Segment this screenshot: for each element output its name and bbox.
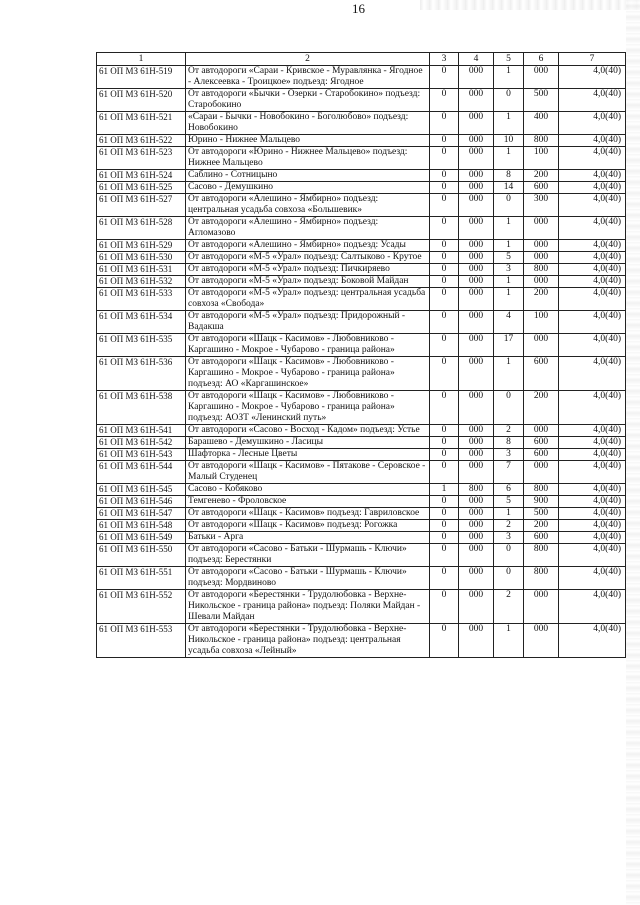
col7-cell: 4,0(40) — [559, 311, 626, 334]
col4-cell: 000 — [459, 425, 494, 437]
col7-cell: 4,0(40) — [559, 276, 626, 288]
col6-cell: 300 — [524, 194, 559, 217]
col7-cell: 4,0(40) — [559, 135, 626, 147]
col5-cell: 8 — [494, 437, 524, 449]
col3-cell: 0 — [430, 112, 459, 135]
col4-cell: 000 — [459, 544, 494, 567]
road-name-cell: От автодороги «Алешино - Ямбирно» подъезд: центральная усадьба совхоза «Большевик» — [186, 194, 430, 217]
table-row — [97, 508, 626, 520]
col5-cell: 17 — [494, 334, 524, 357]
col4-cell: 000 — [459, 391, 494, 425]
road-code-cell: 61 ОП МЗ 61Н-553 — [97, 624, 186, 658]
header-cell-1: 1 — [97, 53, 186, 66]
col3-cell: 0 — [430, 276, 459, 288]
col6-cell: 000 — [524, 66, 559, 89]
col3-cell: 0 — [430, 461, 459, 484]
col7-cell: 4,0(40) — [559, 508, 626, 520]
road-code-cell: 61 ОП МЗ 61Н-528 — [97, 217, 186, 240]
road-name-cell: От автодороги «Шацк - Касимов» - Любовниково - Каргашино - Мокрое - Чубарово - граница района» — [186, 334, 430, 357]
road-code-cell: 61 ОП МЗ 61Н-522 — [97, 135, 186, 147]
col4-cell: 000 — [459, 194, 494, 217]
col7-cell: 4,0(40) — [559, 194, 626, 217]
road-code-cell: 61 ОП МЗ 61Н-533 — [97, 288, 186, 311]
col7-cell: 4,0(40) — [559, 520, 626, 532]
table-row — [97, 194, 626, 217]
col3-cell: 0 — [430, 147, 459, 170]
road-code-cell: 61 ОП МЗ 61Н-529 — [97, 240, 186, 252]
col4-cell: 000 — [459, 217, 494, 240]
col4-cell: 000 — [459, 508, 494, 520]
road-name-cell: Шафторка - Лесные Цветы — [186, 449, 430, 461]
road-name-cell: Темгенево - Фроловское — [186, 496, 430, 508]
table-row — [97, 217, 626, 240]
col4-cell: 000 — [459, 590, 494, 624]
road-code-cell: 61 ОП МЗ 61Н-551 — [97, 567, 186, 590]
col5-cell: 1 — [494, 217, 524, 240]
table-row — [97, 567, 626, 590]
col5-cell: 0 — [494, 391, 524, 425]
col6-cell: 000 — [524, 425, 559, 437]
table-row — [97, 264, 626, 276]
road-name-cell: От автодороги «Алешино - Ямбирно» подъезд: Усады — [186, 240, 430, 252]
col3-cell: 0 — [430, 288, 459, 311]
col5-cell: 1 — [494, 66, 524, 89]
col7-cell: 4,0(40) — [559, 170, 626, 182]
road-name-cell: От автодороги «Сасово - Батьки - Шурмашь - Ключи» подъезд: Мордвиново — [186, 567, 430, 590]
col5-cell: 10 — [494, 135, 524, 147]
table-row — [97, 496, 626, 508]
col6-cell: 000 — [524, 461, 559, 484]
col3-cell: 0 — [430, 240, 459, 252]
col7-cell: 4,0(40) — [559, 182, 626, 194]
col6-cell: 200 — [524, 391, 559, 425]
col4-cell: 000 — [459, 496, 494, 508]
col5-cell: 2 — [494, 425, 524, 437]
col5-cell: 0 — [494, 194, 524, 217]
col7-cell: 4,0(40) — [559, 264, 626, 276]
col5-cell: 14 — [494, 182, 524, 194]
road-code-cell: 61 ОП МЗ 61Н-534 — [97, 311, 186, 334]
col5-cell: 2 — [494, 520, 524, 532]
col6-cell: 800 — [524, 135, 559, 147]
scan-edge-top — [420, 0, 640, 10]
table-row — [97, 170, 626, 182]
col4-cell: 000 — [459, 357, 494, 391]
road-name-cell: От автодороги «Шацк - Касимов» - Любовниково - Каргашино - Мокрое - Чубарово - граница района» подъезд: АО «Каргашинское» — [186, 357, 430, 391]
table-row — [97, 484, 626, 496]
col5-cell: 0 — [494, 567, 524, 590]
col6-cell: 600 — [524, 449, 559, 461]
table-row — [97, 461, 626, 484]
roads-table — [96, 52, 626, 658]
col7-cell: 4,0(40) — [559, 461, 626, 484]
table-row — [97, 334, 626, 357]
col4-cell: 000 — [459, 66, 494, 89]
table-row — [97, 449, 626, 461]
col3-cell: 0 — [430, 624, 459, 658]
col3-cell: 0 — [430, 217, 459, 240]
scan-edge-right — [626, 0, 640, 905]
col5-cell: 0 — [494, 89, 524, 112]
col6-cell: 000 — [524, 217, 559, 240]
road-name-cell: От автодороги «Шацк - Касимов» подъезд: Рогожка — [186, 520, 430, 532]
header-cell-5: 5 — [494, 53, 524, 66]
col5-cell: 4 — [494, 311, 524, 334]
col5-cell: 1 — [494, 147, 524, 170]
road-name-cell: Батьки - Арга — [186, 532, 430, 544]
col6-cell: 900 — [524, 496, 559, 508]
col4-cell: 000 — [459, 624, 494, 658]
road-name-cell: «Сараи - Бычки - Новобокино - Боголюбово» подъезд: Новобокино — [186, 112, 430, 135]
road-name-cell: От автодороги «Бычки - Озерки - Старобокино» подъезд: Старобокино — [186, 89, 430, 112]
col7-cell: 4,0(40) — [559, 357, 626, 391]
road-name-cell: От автодороги «Алешино - Ямбирно» подъезд: Агломазово — [186, 217, 430, 240]
col6-cell: 200 — [524, 170, 559, 182]
col6-cell: 800 — [524, 264, 559, 276]
road-name-cell: От автодороги «М-5 «Урал» подъезд: Пичкиряево — [186, 264, 430, 276]
road-name-cell: От автодороги «Сасово - Восход - Кадом» подъезд: Устье — [186, 425, 430, 437]
road-name-cell: От автодороги «Сасово - Батьки - Шурмашь - Ключи» подъезд: Берестянки — [186, 544, 430, 567]
col4-cell: 000 — [459, 264, 494, 276]
col3-cell: 0 — [430, 391, 459, 425]
col6-cell: 600 — [524, 437, 559, 449]
col5-cell: 6 — [494, 484, 524, 496]
col6-cell: 800 — [524, 544, 559, 567]
col3-cell: 0 — [430, 252, 459, 264]
road-code-cell: 61 ОП МЗ 61Н-549 — [97, 532, 186, 544]
col5-cell: 1 — [494, 357, 524, 391]
col6-cell: 500 — [524, 508, 559, 520]
col7-cell: 4,0(40) — [559, 240, 626, 252]
col4-cell: 000 — [459, 520, 494, 532]
col5-cell: 1 — [494, 112, 524, 135]
table-row — [97, 520, 626, 532]
col6-cell: 000 — [524, 240, 559, 252]
table-row — [97, 311, 626, 334]
col3-cell: 0 — [430, 357, 459, 391]
road-code-cell: 61 ОП МЗ 61Н-538 — [97, 391, 186, 425]
table-row — [97, 135, 626, 147]
col6-cell: 000 — [524, 624, 559, 658]
col7-cell: 4,0(40) — [559, 391, 626, 425]
col6-cell: 000 — [524, 276, 559, 288]
col7-cell: 4,0(40) — [559, 484, 626, 496]
col5-cell: 5 — [494, 252, 524, 264]
col3-cell: 0 — [430, 334, 459, 357]
road-code-cell: 61 ОП МЗ 61Н-545 — [97, 484, 186, 496]
col5-cell: 1 — [494, 624, 524, 658]
road-name-cell: От автодороги «Шацк - Касимов» - Любовниково - Каргашино - Мокрое - Чубарово - граница района» подъезд: АОЗТ «Ленинский путь» — [186, 391, 430, 425]
table-row — [97, 240, 626, 252]
col4-cell: 000 — [459, 567, 494, 590]
table-row — [97, 544, 626, 567]
col7-cell: 4,0(40) — [559, 147, 626, 170]
table-row — [97, 276, 626, 288]
col7-cell: 4,0(40) — [559, 544, 626, 567]
road-name-cell: От автодороги «Берестянки - Трудолюбовка - Верхне-Никольское - граница района» подъезд: Поляки Майдан - Шевали Майдан — [186, 590, 430, 624]
road-code-cell: 61 ОП МЗ 61Н-542 — [97, 437, 186, 449]
col3-cell: 0 — [430, 544, 459, 567]
road-name-cell: От автодороги «Сараи - Кривское - Муравлянка - Ягодное - Алексеевка - Троицкое» подъезд: Ягодное — [186, 66, 430, 89]
col7-cell: 4,0(40) — [559, 252, 626, 264]
col5-cell: 1 — [494, 276, 524, 288]
table-row — [97, 391, 626, 425]
col6-cell: 200 — [524, 288, 559, 311]
road-code-cell: 61 ОП МЗ 61Н-527 — [97, 194, 186, 217]
header-cell-3: 3 — [430, 53, 459, 66]
col3-cell: 0 — [430, 311, 459, 334]
col4-cell: 800 — [459, 484, 494, 496]
road-name-cell: Сасово - Демушкино — [186, 182, 430, 194]
table-row — [97, 182, 626, 194]
road-code-cell: 61 ОП МЗ 61Н-520 — [97, 89, 186, 112]
col6-cell: 600 — [524, 532, 559, 544]
col7-cell: 4,0(40) — [559, 112, 626, 135]
road-code-cell: 61 ОП МЗ 61Н-536 — [97, 357, 186, 391]
road-code-cell: 61 ОП МЗ 61Н-523 — [97, 147, 186, 170]
col3-cell: 0 — [430, 590, 459, 624]
col3-cell: 0 — [430, 425, 459, 437]
road-name-cell: Барашево - Демушкино - Ласицы — [186, 437, 430, 449]
road-code-cell: 61 ОП МЗ 61Н-519 — [97, 66, 186, 89]
col3-cell: 0 — [430, 135, 459, 147]
road-code-cell: 61 ОП МЗ 61Н-530 — [97, 252, 186, 264]
col4-cell: 000 — [459, 288, 494, 311]
col6-cell: 100 — [524, 311, 559, 334]
col5-cell: 0 — [494, 544, 524, 567]
col5-cell: 5 — [494, 496, 524, 508]
col5-cell: 2 — [494, 590, 524, 624]
road-code-cell: 61 ОП МЗ 61Н-535 — [97, 334, 186, 357]
table-row — [97, 357, 626, 391]
table-row — [97, 437, 626, 449]
col6-cell: 000 — [524, 590, 559, 624]
road-code-cell: 61 ОП МЗ 61Н-543 — [97, 449, 186, 461]
col3-cell: 0 — [430, 520, 459, 532]
table-row — [97, 66, 626, 89]
col4-cell: 000 — [459, 112, 494, 135]
col7-cell: 4,0(40) — [559, 532, 626, 544]
road-code-cell: 61 ОП МЗ 61Н-550 — [97, 544, 186, 567]
col3-cell: 0 — [430, 496, 459, 508]
col4-cell: 000 — [459, 276, 494, 288]
table-header-row — [97, 53, 626, 66]
col6-cell: 200 — [524, 520, 559, 532]
col7-cell: 4,0(40) — [559, 437, 626, 449]
header-cell-6: 6 — [524, 53, 559, 66]
road-name-cell: От автодороги «М-5 «Урал» подъезд: Придорожный - Вадакша — [186, 311, 430, 334]
road-code-cell: 61 ОП МЗ 61Н-546 — [97, 496, 186, 508]
col4-cell: 000 — [459, 89, 494, 112]
col4-cell: 000 — [459, 182, 494, 194]
road-name-cell: От автодороги «М-5 «Урал» подъезд: Салтыково - Крутое — [186, 252, 430, 264]
col7-cell: 4,0(40) — [559, 334, 626, 357]
table-row — [97, 590, 626, 624]
road-name-cell: От автодороги «Шацк - Касимов» подъезд: Гавриловское — [186, 508, 430, 520]
col4-cell: 000 — [459, 334, 494, 357]
table-row — [97, 112, 626, 135]
col7-cell: 4,0(40) — [559, 496, 626, 508]
table-row — [97, 532, 626, 544]
page-number: 16 — [352, 1, 365, 16]
col4-cell: 000 — [459, 437, 494, 449]
road-code-cell: 61 ОП МЗ 61Н-548 — [97, 520, 186, 532]
col7-cell: 4,0(40) — [559, 624, 626, 658]
col5-cell: 1 — [494, 240, 524, 252]
col6-cell: 800 — [524, 484, 559, 496]
col7-cell: 4,0(40) — [559, 425, 626, 437]
road-name-cell: От автодороги «М-5 «Урал» подъезд: Боковой Майдан — [186, 276, 430, 288]
road-code-cell: 61 ОП МЗ 61Н-525 — [97, 182, 186, 194]
col5-cell: 3 — [494, 532, 524, 544]
road-code-cell: 61 ОП МЗ 61Н-532 — [97, 276, 186, 288]
road-code-cell: 61 ОП МЗ 61Н-531 — [97, 264, 186, 276]
col3-cell: 0 — [430, 182, 459, 194]
table-row — [97, 147, 626, 170]
road-code-cell: 61 ОП МЗ 61Н-521 — [97, 112, 186, 135]
table-body — [97, 66, 626, 658]
col3-cell: 0 — [430, 508, 459, 520]
col4-cell: 000 — [459, 449, 494, 461]
col4-cell: 000 — [459, 311, 494, 334]
col5-cell: 1 — [494, 508, 524, 520]
col3-cell: 0 — [430, 437, 459, 449]
table-row — [97, 252, 626, 264]
col3-cell: 0 — [430, 264, 459, 276]
col7-cell: 4,0(40) — [559, 89, 626, 112]
table-row — [97, 89, 626, 112]
col4-cell: 000 — [459, 532, 494, 544]
table-row — [97, 288, 626, 311]
col4-cell: 000 — [459, 240, 494, 252]
road-code-cell: 61 ОП МЗ 61Н-524 — [97, 170, 186, 182]
road-name-cell: От автодороги «Шацк - Касимов» - Пятакове - Серовское - Малый Студенец — [186, 461, 430, 484]
col3-cell: 0 — [430, 89, 459, 112]
road-name-cell: От автодороги «Берестянки - Трудолюбовка - Верхне-Никольское - граница района» подъезд: центральная усадьба совхоза «Лейный» — [186, 624, 430, 658]
col3-cell: 0 — [430, 194, 459, 217]
road-name-cell: От автодороги «М-5 «Урал» подъезд: центральная усадьба совхоза «Свобода» — [186, 288, 430, 311]
road-name-cell: От автодороги «Юрино - Нижнее Мальцево» подъезд: Нижнее Мальцево — [186, 147, 430, 170]
col6-cell: 400 — [524, 112, 559, 135]
col4-cell: 000 — [459, 170, 494, 182]
col6-cell: 100 — [524, 147, 559, 170]
road-code-cell: 61 ОП МЗ 61Н-552 — [97, 590, 186, 624]
col7-cell: 4,0(40) — [559, 288, 626, 311]
col7-cell: 4,0(40) — [559, 66, 626, 89]
col3-cell: 0 — [430, 66, 459, 89]
col4-cell: 000 — [459, 147, 494, 170]
table-row — [97, 624, 626, 658]
col3-cell: 0 — [430, 532, 459, 544]
col3-cell: 1 — [430, 484, 459, 496]
col6-cell: 000 — [524, 334, 559, 357]
col6-cell: 000 — [524, 252, 559, 264]
col7-cell: 4,0(40) — [559, 590, 626, 624]
col6-cell: 600 — [524, 182, 559, 194]
col5-cell: 8 — [494, 170, 524, 182]
col3-cell: 0 — [430, 170, 459, 182]
header-cell-2: 2 — [186, 53, 430, 66]
road-name-cell: Саблино - Сотницыно — [186, 170, 430, 182]
col5-cell: 3 — [494, 449, 524, 461]
col4-cell: 000 — [459, 252, 494, 264]
col5-cell: 3 — [494, 264, 524, 276]
col7-cell: 4,0(40) — [559, 449, 626, 461]
road-code-cell: 61 ОП МЗ 61Н-544 — [97, 461, 186, 484]
table-row — [97, 425, 626, 437]
col4-cell: 000 — [459, 461, 494, 484]
col5-cell: 1 — [494, 288, 524, 311]
header-cell-7: 7 — [559, 53, 626, 66]
col3-cell: 0 — [430, 449, 459, 461]
road-code-cell: 61 ОП МЗ 61Н-541 — [97, 425, 186, 437]
col5-cell: 7 — [494, 461, 524, 484]
col3-cell: 0 — [430, 567, 459, 590]
road-code-cell: 61 ОП МЗ 61Н-547 — [97, 508, 186, 520]
road-name-cell: Юрино - Нижнее Мальцево — [186, 135, 430, 147]
header-cell-4: 4 — [459, 53, 494, 66]
col7-cell: 4,0(40) — [559, 567, 626, 590]
col6-cell: 800 — [524, 567, 559, 590]
col6-cell: 600 — [524, 357, 559, 391]
col4-cell: 000 — [459, 135, 494, 147]
road-name-cell: Сасово - Кобяково — [186, 484, 430, 496]
col7-cell: 4,0(40) — [559, 217, 626, 240]
col6-cell: 500 — [524, 89, 559, 112]
